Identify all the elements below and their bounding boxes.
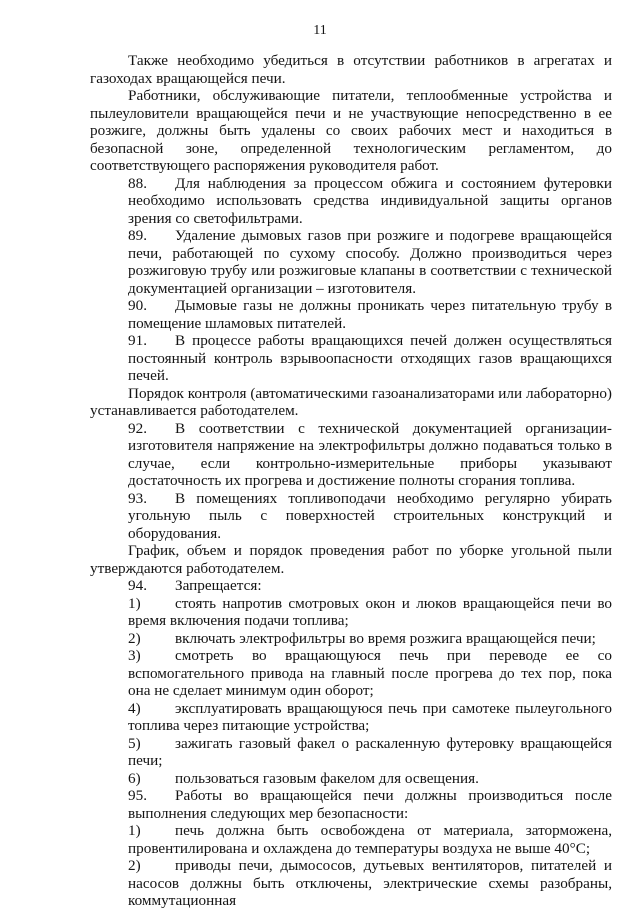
paragraph: 88. Для наблюдения за процессом обжига и состоянием футеровки необходимо использовать средства индивидуальной защиты органов зрения со светофильтрами. [128,174,612,227]
paragraph: 92. В соответствии с технической документацией организации-изготовителя напряжение на электрофильтры должно подаваться только в случае, если контрольно-измерительные приборы указывают достаточность их прогрева и достижение полноты сгорания топлива. [128,419,612,489]
list-item: 1) печь должна быть освобождена от материала, заторможена, провентилирована и охлаждена до температуры воздуха не выше 40°С; [128,822,612,857]
clause-number: 95. [128,787,147,804]
paragraph: График, объем и порядок проведения работ по уборке угольной пыли утверждаются работодателем. [90,542,612,577]
list-marker: 1) [128,594,141,612]
list-item: 5) зажигать газовый факел о раскаленную футеровку вращающейся печи; [128,734,612,769]
paragraph: 89. Удаление дымовых газов при розжиге и подогреве вращающейся печи, работающей по сухому способу. Должно производиться через розжиговую трубу или розжиговые клапаны в соответствии с технической документацией организации – изготовителя. [128,227,612,297]
list-item: 4) эксплуатировать вращающуюся печь при самотеке пылеугольного топлива через питающие устройства; [128,699,612,734]
list-marker: 4) [128,699,141,717]
list-marker: 6) [128,769,141,787]
clause-number: 92. [128,419,147,437]
list-marker: 5) [128,734,141,752]
list-marker: 2) [128,629,141,647]
list-item: 1) стоять напротив смотровых окон и люков вращающейся печи во время включения подачи топлива; [128,594,612,629]
list-marker: 1) [128,822,141,839]
list-marker: 3) [128,647,141,664]
clause-number: 91. [128,332,147,349]
list-item: 3) смотреть во вращающуюся печь при переводе ее со вспомогательного привода на главный после прогрева до тех пор, пока она не сделает минимум один оборот; [128,647,612,699]
clause-number: 88. [128,174,147,192]
paragraph: 91. В процессе работы вращающихся печей должен осуществляться постоянный контроль взрывоопасности отходящих газов вращающихся печей. [128,332,612,384]
paragraph: 90. Дымовые газы не должны проникать через питательную трубу в помещение шламовых питателей. [128,297,612,332]
page-number: 11 [313,23,327,38]
clause-number: 89. [128,227,147,244]
paragraph: Порядок контроля (автоматическими газоанализаторами или лабораторно) устанавливается работодателем. [90,384,612,419]
paragraph: 93. В помещениях топливоподачи необходимо регулярно убирать угольную пыль с поверхностей строительных конструкций и оборудования. [128,489,612,542]
paragraph: Также необходимо убедиться в отсутствии работников в агрегатах и газоходах вращающейся печи. [90,52,612,87]
clause-number: 94. [128,577,147,594]
paragraph: 94. Запрещается: [128,577,262,594]
list-item: 2) приводы печи, дымососов, дутьевых вентиляторов, питателей и насосов должны быть отключены, электрические схемы разобраны, коммутационная [128,857,612,909]
clause-number: 93. [128,489,147,507]
clause-number: 90. [128,297,147,314]
document-body [90,52,612,910]
list-item: 6) пользоваться газовым факелом для освещения. [128,769,479,787]
list-item: 2) включать электрофильтры во время розжига вращающейся печи; [128,629,596,647]
paragraph: 95. Работы во вращающейся печи должны производиться после выполнения следующих мер безопасности: [128,787,612,822]
paragraph: Работники, обслуживающие питатели, теплообменные устройства и пылеуловители вращающейся печи и не участвующие непосредственно в ее розжиге, должны быть удалены со своих рабочих мест и находиться в безопасной зоне, определенной технологическим регламентом, до соответствующего распоряжения руководителя работ. [90,87,612,174]
list-marker: 2) [128,857,141,874]
